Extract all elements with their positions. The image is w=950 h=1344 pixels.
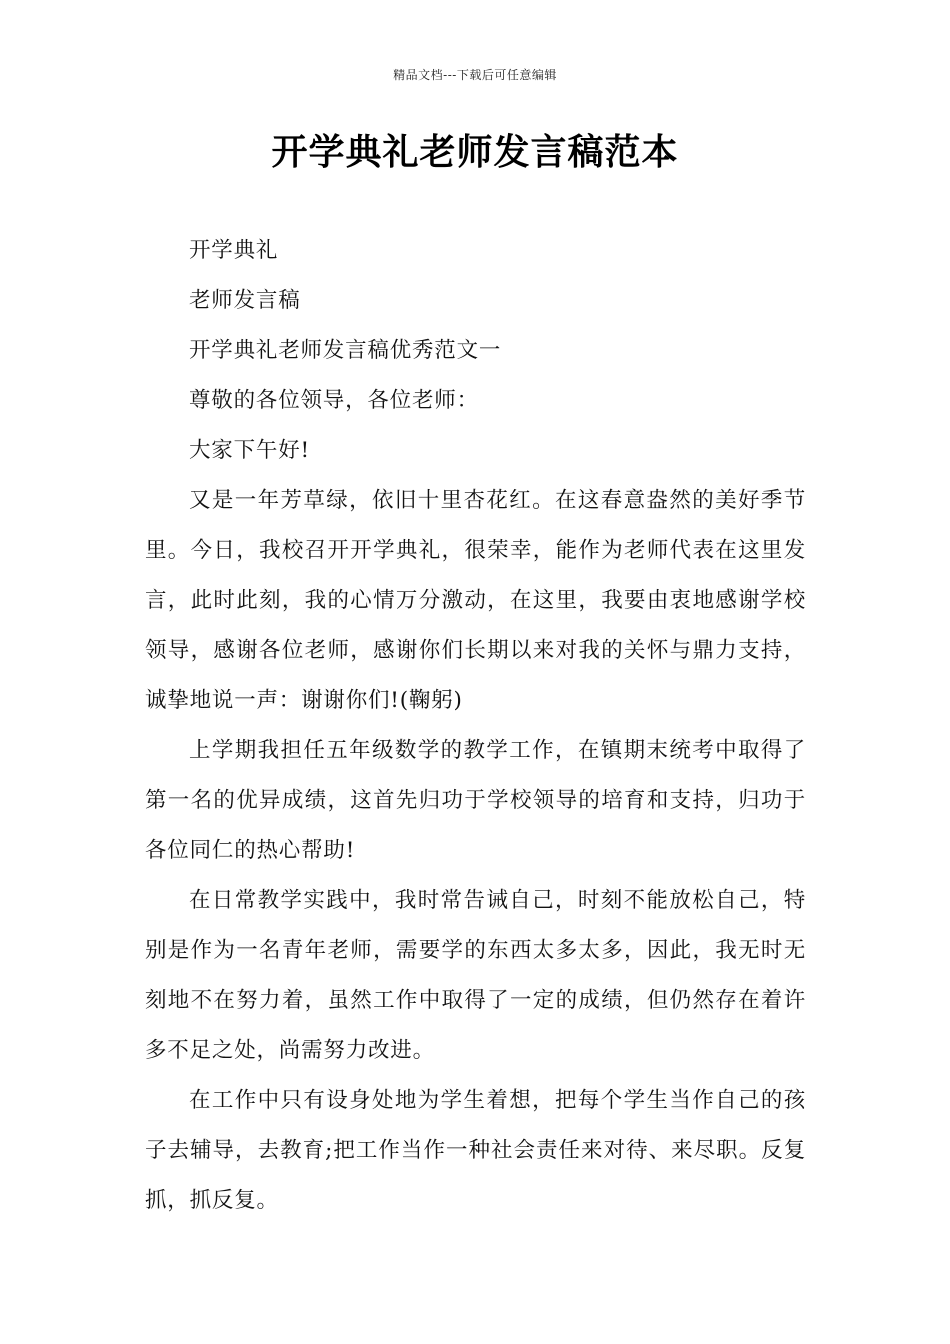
greeting: 大家下午好! <box>189 438 310 463</box>
paragraph: 又是一年芳草绿，依旧十里杏花红。在这春意盎然的美好季节里。今日，我校召开开学典礼，很荣幸，能作为老师代表在这里发言，此时此刻，我的心情万分激动，在这里，我要由衷地感谢学校领导，感谢各位老师，感谢你们长期以来对我的关怀与鼎力支持，诚挚地说一声：谢谢你们!(鞠躬) <box>145 488 806 713</box>
paragraph: 在日常教学实践中，我时常告诫自己，时刻不能放松自己，特别是作为一名青年老师，需要学的东西太多太多，因此，我无时无刻地不在努力着，虽然工作中取得了一定的成绩，但仍然存在着许多不足之处，尚需努力改进。 <box>145 888 806 1063</box>
document-body <box>145 226 806 1226</box>
paragraph: 在工作中只有设身处地为学生着想，把每个学生当作自己的孩子去辅导，去教育;把工作当作一种社会责任来对待、来尽职。反复抓，抓反复。 <box>145 1088 806 1213</box>
document-title: 开学典礼老师发言稿范本 <box>271 131 679 173</box>
paragraph: 老师发言稿 <box>189 288 301 313</box>
paragraph: 上学期我担任五年级数学的教学工作，在镇期末统考中取得了第一名的优异成绩，这首先归功于学校领导的培育和支持，归功于各位同仁的热心帮助! <box>145 738 806 863</box>
header-note: 精品文档---下载后可任意编辑 <box>393 68 557 82</box>
salutation: 尊敬的各位领导，各位老师： <box>189 388 479 413</box>
paragraph: 开学典礼老师发言稿优秀范文一 <box>189 338 502 363</box>
paragraph: 开学典礼 <box>189 238 279 263</box>
